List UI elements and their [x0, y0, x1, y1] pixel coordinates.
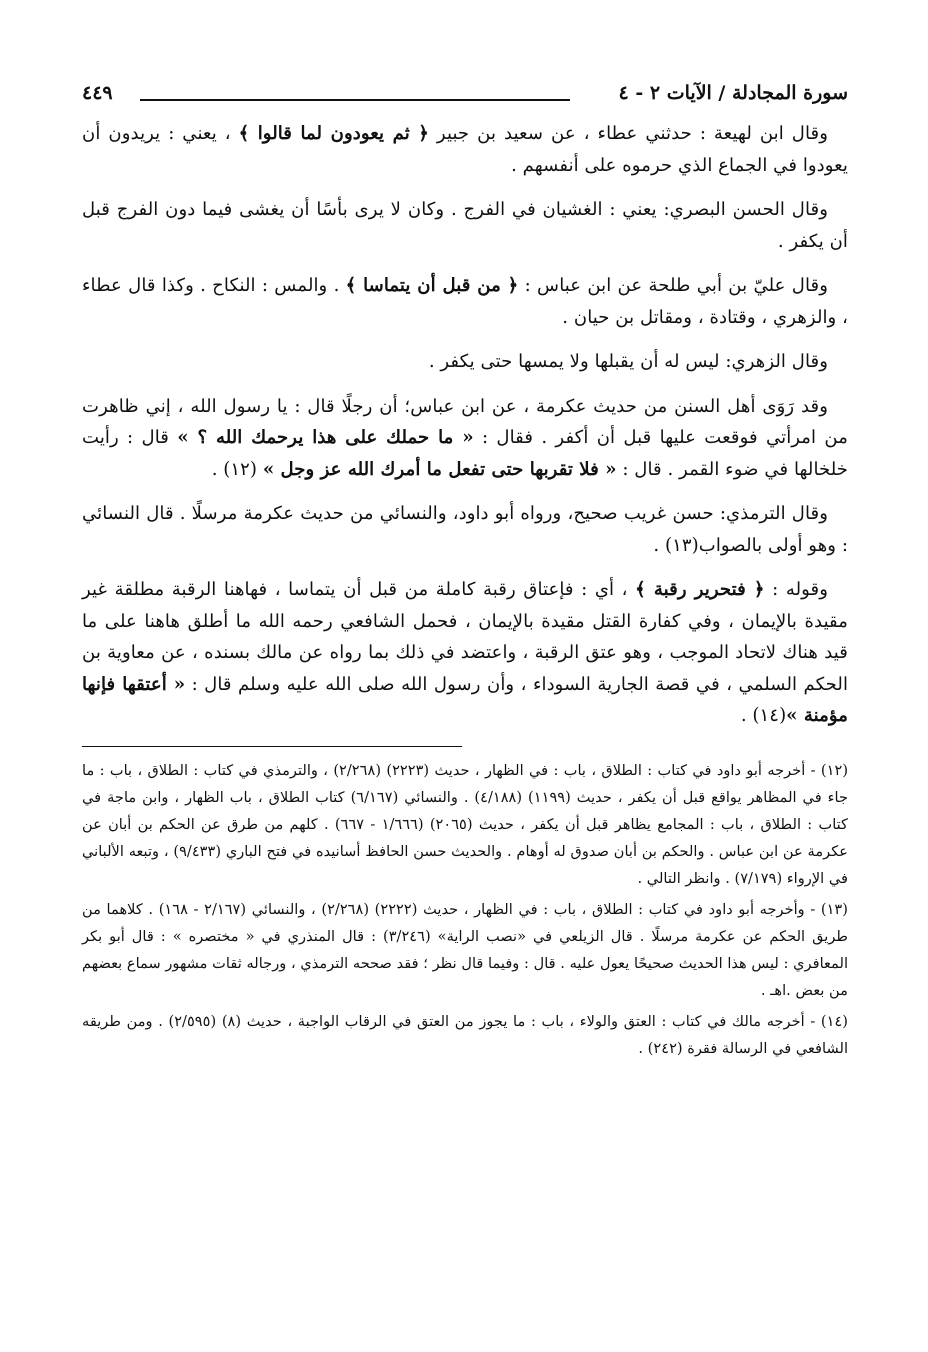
text-segment: قال : رأيت خلخالها في ضوء القمر . قال : — [82, 427, 848, 480]
book-page — [82, 78, 848, 1066]
text-segment: وقال الزهري: ليس له أن يقبلها ولا يمسها حتى يكفر . — [428, 351, 828, 372]
text-segment: وقال عليّ بن أبي طلحة عن ابن عباس : — [518, 275, 828, 296]
quoted-text: ﴿ فتحرير رقبة ﴾ — [635, 579, 765, 600]
page-number: ٤٤٩ — [82, 82, 113, 104]
text-segment: وقوله : — [764, 579, 828, 600]
footnote: (١٣) - وأخرجه أبو داود في كتاب : الطلاق ، باب : في الظهار ، حديث (٢٢٢٢) (٢/٢٦٨) ، والنسائي (٢/١٦٧ - ١٦٨) . كلاهما من طريق الحكم عن عكرمة مرسلًا . قال الزيلعي في «نصب الراية» (٣/٢٤٦) : قال المنذري في « مختصره » : قال أبو بكر المعافري : ليس هذا الحديث صحيحًا يعول عليه . قال : وفيما قال نظر ؛ فقد صححه الترمذي ، ورجاله ثقات مشهور سماع بعضهم من بعض .اهـ . — [82, 900, 848, 999]
main-text — [82, 118, 848, 732]
text-segment: (١٢) . — [211, 458, 263, 480]
page-header — [82, 78, 848, 118]
text-segment: ، أي : فإعتاق رقبة كاملة من قبل أن يتماسا ، فهاهنا الرقبة مطلقة غير مقيدة بالإيمان ، وفي كفارة القتل مقيدة بالإيمان ، فحمل الشافعي رحمه الله ما أطلق هاهنا على ما قيد هناك لاتحاد الموجب ، وهو عتق الرقبة ، واعتضد في ذلك بما رواه عن مالك بسنده ، عن معاوية بن الحكم السلمي ، في قصة الجارية السوداء ، وأن رسول الله صلى الله عليه وسلم قال : — [82, 579, 849, 695]
text-segment: (١٤) . — [740, 705, 787, 726]
header-rule — [140, 99, 570, 101]
quoted-text: « ما حملك على هذا يرحمك الله ؟ » — [177, 427, 474, 448]
running-title: سورة المجادلة / الآيات ٢ - ٤ — [618, 82, 848, 104]
quoted-text: « أعتقها فإنها مؤمنة » — [82, 673, 848, 726]
quoted-text: « فلا تقربها حتى تفعل ما أمرك الله عز وجل » — [262, 458, 617, 480]
text-segment: وقال الحسن البصري: يعني : الغشيان في الفرج . وكان لا يرى بأسًا أن يغشى فيما دون الفرج قبل أن يكفر . — [82, 199, 848, 252]
text-segment: . والمس : النكاح . وكذا قال عطاء ، والزهري ، وقتادة ، ومقاتل بن حيان . — [82, 275, 848, 328]
quoted-text: ﴿ ثم يعودون لما قالوا ﴾ — [238, 123, 429, 144]
footnote: (١٢) - أخرجه أبو داود في كتاب : الطلاق ، باب : في الظهار ، حديث (٢٢٢٣) (٢/٢٦٨) ، والترمذي في كتاب : الطلاق ، باب : ما جاء في المظاهر يواقع قبل أن يكفر ، حديث (١١٩٩) (٤/١٨٨) . والنسائي (٦/١٦٧) كتاب الطلاق ، باب الظهار ، وابن ماجة في كتاب : الطلاق ، باب : المجامع يظاهر قبل أن يكفر ، حديث (٢٠٦٥) (١/٦٦٦ - ٦٦٧) . كلهم من طرق عن الحكم بن أبان عن عكرمة عن ابن عباس . والحكم بن أبان صدوق له أوهام . والحديث حسن الحافظ أسانيده في فتح الباري (٩/٤٣٣) ، وتبعه الألباني في الإرواء (٧/١٧٩) . وانظر التالي . — [82, 761, 849, 887]
paragraph — [82, 498, 848, 561]
paragraph — [82, 194, 848, 257]
paragraph — [82, 574, 848, 732]
paragraph — [82, 391, 848, 486]
paragraph — [82, 118, 848, 181]
quoted-text: ﴿ من قبل أن يتماسا ﴾ — [345, 275, 519, 296]
text-segment: وقال ابن لهيعة : حدثني عطاء ، عن سعيد بن جبير — [428, 123, 828, 144]
footnote-separator — [82, 746, 462, 747]
paragraph — [82, 270, 848, 333]
footnote: (١٤) - أخرجه مالك في كتاب : العتق والولاء ، باب : ما يجوز من العتق في الرقاب الواجبة ، حديث (٨) (٢/٥٩٥) . ومن طريقه الشافعي في الرسالة فقرة (٢٤٢) . — [82, 1012, 848, 1057]
text-segment: وقد رَوَى أهل السنن من حديث عكرمة ، عن ابن عباس؛ أن رجلًا قال : يا رسول الله ، إني ظاهرت من امرأتي فوقعت عليها قبل أن أكفر . فقال : — [82, 395, 848, 448]
footnotes — [82, 757, 848, 1062]
paragraph — [82, 346, 848, 378]
text-segment: وقال الترمذي: حسن غريب صحيح، ورواه أبو داود، والنسائي من حديث عكرمة مرسلًا . قال النسائي : وهو أولى بالصواب(١٣) . — [82, 503, 848, 556]
text-segment: ، يعني : يريدون أن يعودوا في الجماع الذي حرموه على أنفسهم . — [82, 123, 848, 176]
